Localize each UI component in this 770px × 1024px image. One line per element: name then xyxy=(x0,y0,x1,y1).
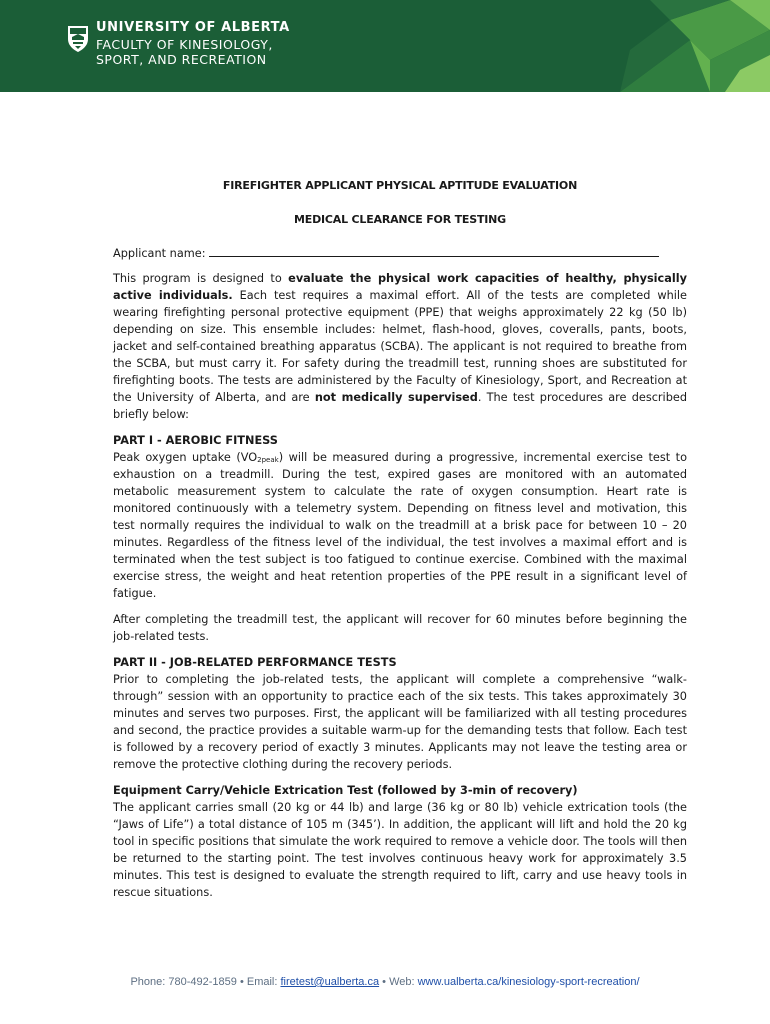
part1-heading: PART I - AEROBIC FITNESS xyxy=(113,434,278,447)
document-body xyxy=(113,177,687,901)
footer-phone: 780-492-1859 xyxy=(168,976,237,988)
document-subtitle: MEDICAL CLEARANCE FOR TESTING xyxy=(294,213,506,226)
part1-recovery-paragraph: After completing the treadmill test, the applicant will recover for 60 minutes before beginning the job-related tests. xyxy=(113,613,687,643)
part2-paragraph: Prior to completing the job-related tests, the applicant will complete a comprehensive “walk-through” session with an opportunity to practice each of the six tests. This takes approximately 30 minutes and serves two purposes. First, the applicant will be familiarized with all testing procedures and second, the practice provides a suitable warm-up for the demanding tests that follow. Each test is followed by a recovery period of exactly 3 minutes. Applicants may not leave the testing area or remove the protective clothing during the recovery periods. xyxy=(113,673,687,771)
header-banner xyxy=(0,0,770,92)
footer-web-link[interactable]: www.ualberta.ca/kinesiology-sport-recreation/ xyxy=(417,976,640,988)
part2-heading: PART II - JOB-RELATED PERFORMANCE TESTS xyxy=(113,656,397,669)
faculty-line-1: FACULTY OF KINESIOLOGY, xyxy=(96,37,273,52)
part1-paragraph: Peak oxygen uptake $(VO_{2peak})$ will be measured during a progressive, incremental exercise test to exhaustion on a treadmill. During the test, expired gases are monitored with an automated metabolic measurement system to calculate the rate of oxygen consumption. Heart rate is monitored continuously with a telemetry system. Depending on fitness level and motivation, this test normally requires the individual to walk on the treadmill at a brisk pace for between 10 – 20 minutes. Regardless of the fitness level of the individual, the test involves a maximal effort and is terminated when the test subject is too fatigued to continue exercise. Combined with the maximal exercise stress, the weight and heat retention properties of the PPE result in a significant level of fatigue. xyxy=(113,451,687,600)
footer-email-link[interactable]: firetest@ualberta.ca xyxy=(280,976,380,988)
footer-contact: Phone: 780-492-1859 • Email: firetest@ualberta.ca • Web: www.ualberta.ca/kinesiology-sport-recreation/ xyxy=(130,976,640,988)
faculty-name xyxy=(96,37,273,67)
equipment-test-paragraph: The applicant carries small (20 kg or 44 lb) and large (36 kg or 80 lb) vehicle extrication tools (the “Jaws of Life”) a total distance of 105 m (345’). In addition, the applicant will lift and hold the 20 kg tool in specific positions that simulate the work required to remove a vehicle door. The tools will then be returned to the starting point. The test involves continuous heavy work for approximately 3.5 minutes. This test is designed to evaluate the strength required to lift, carry and use heavy tools in rescue situations. xyxy=(113,801,687,899)
university-name: UNIVERSITY OF ALBERTA xyxy=(96,20,290,35)
faculty-line-2: SPORT, AND RECREATION xyxy=(96,52,267,67)
applicant-name-row xyxy=(113,245,687,262)
decorative-polygon-pattern xyxy=(470,0,770,92)
university-crest-icon xyxy=(67,25,89,53)
applicant-name-field[interactable] xyxy=(209,245,659,257)
intro-paragraph: This program is designed to evaluate the physical work capacities of healthy, physically active individuals. Each test requires a maximal effort. All of the tests are completed while wearing firefighting personal protective equipment (PPE) that weighs approximately 22 kg (50 lb) depending on size. This ensemble includes: helmet, flash-hood, gloves, coveralls, pants, boots, jacket and self-contained breathing apparatus (SCBA). The applicant is not required to breathe from the SCBA, but must carry it. For safety during the treadmill test, running shoes are substituted for firefighting boots. The tests are administered by the Faculty of Kinesiology, Sport, and Recreation at the University of Alberta, and are not medically supervised. The test procedures are described briefly below: xyxy=(113,272,687,421)
document-title: FIREFIGHTER APPLICANT PHYSICAL APTITUDE EVALUATION xyxy=(222,179,578,192)
applicant-name-label: Applicant name: xyxy=(113,247,210,260)
equipment-test-heading: Equipment Carry/Vehicle Extrication Test (followed by 3-min of recovery) xyxy=(113,784,578,797)
